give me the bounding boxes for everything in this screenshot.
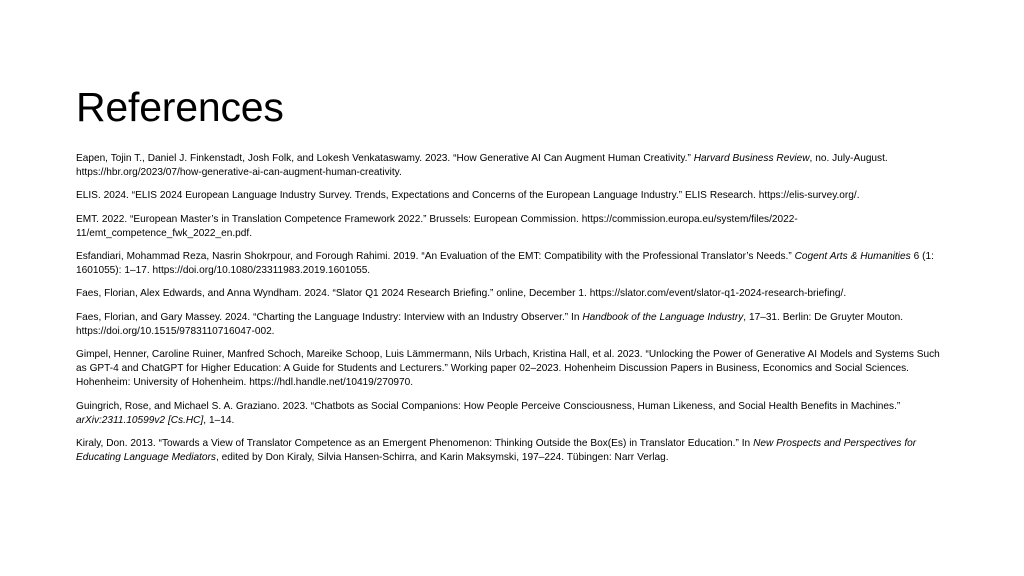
reference-text: ELIS. 2024. “ELIS 2024 European Language Industry Survey. Trends, Expectations and Concerns of the European Language Industry.” ELIS Research. https://elis-survey.org/. xyxy=(76,190,860,202)
reference-text: 6 (1: 1601055): 1–17. https://doi.org/10.1080/23311983.2019.1601055. xyxy=(76,251,934,277)
reference-text: , 17–31. Berlin: De Gruyter Mouton. https://doi.org/10.1515/9783110716047-002. xyxy=(76,311,904,337)
reference-entry xyxy=(76,400,944,428)
reference-text: Faes, Florian, Alex Edwards, and Anna Wyndham. 2024. “Slator Q1 2024 Research Briefing.” online, December 1. https://slator.com/event/slator-q1-2024-research-briefing/. xyxy=(76,288,847,300)
reference-entry xyxy=(76,348,944,390)
reference-entry xyxy=(76,250,944,278)
reference-entry xyxy=(76,189,944,203)
reference-text: , edited by Don Kiraly, Silvia Hansen-Schirra, and Karin Maksymski, 197–224. Tübingen: Narr Verlag. xyxy=(215,452,669,463)
reference-text: , 1–14. xyxy=(203,414,235,426)
reference-entry xyxy=(76,152,944,180)
reference-text: Faes, Florian, and Gary Massey. 2024. “Charting the Language Industry: Interview with an Industry Observer.” In xyxy=(76,311,583,323)
reference-title-italic: Cogent Arts & Humanities xyxy=(794,251,911,263)
reference-text: Guingrich, Rose, and Michael S. A. Graziano. 2023. “Chatbots as Social Companions: How People Perceive Consciousness, Human Likeness, and Social Health Benefits in Machines.” xyxy=(76,400,901,412)
reference-entry xyxy=(76,287,944,301)
reference-text: Eapen, Tojin T., Daniel J. Finkenstadt, Josh Folk, and Lokesh Venkataswamy. 2023. “How Generative AI Can Augment Human Creativity.” xyxy=(76,153,694,164)
reference-text: Esfandiari, Mohammad Reza, Nasrin Shokrpour, and Forough Rahimi. 2019. “An Evaluation of the EMT: Compatibility with the Professional Translator’s Needs.” xyxy=(76,251,795,263)
reference-title-italic: arXiv:2311.10599v2 [Cs.HC] xyxy=(76,414,204,426)
reference-title-italic: Harvard Business Review xyxy=(693,153,810,164)
reference-text: , no. July-August. https://hbr.org/2023/07/how-generative-ai-can-augment-human-creativity. xyxy=(76,153,888,179)
reference-title-italic: Handbook of the Language Industry xyxy=(582,311,744,323)
reference-text: EMT. 2022. “European Master’s in Translation Competence Framework 2022.” Brussels: European Commission. https://commission.europa.eu/system/files/2022-11/emt_competence_fwk_2022_en.pdf. xyxy=(76,213,798,239)
reference-entry xyxy=(76,213,944,241)
reference-entry xyxy=(76,437,944,465)
reference-list xyxy=(76,152,944,474)
reference-text: Kiraly, Don. 2013. “Towards a View of Translator Competence as an Emergent Phenomenon: Thinking Outside the Box(Es) in Translator Education.” In xyxy=(76,437,754,449)
reference-entry xyxy=(76,311,944,339)
reference-title-italic: New Prospects and Perspectives for Educating Language Mediators xyxy=(76,437,917,463)
reference-text: Gimpel, Henner, Caroline Ruiner, Manfred Schoch, Mareike Schoop, Luis Lämmermann, Nils Urbach, Kristina Hall, et al. 2023. “Unlocking the Power of Generative AI Models and Systems Such as GPT-4 and ChatGPT for Higher Education: A Guide for Students and Lecturers.” Working paper 02–2023. Hohenheim Discussion Papers in Business, Economics and Social Sciences. Hohenheim: University of Hohenheim. https://hdl.handle.net/10419/270970. xyxy=(76,349,940,389)
page-title: References xyxy=(76,84,284,131)
